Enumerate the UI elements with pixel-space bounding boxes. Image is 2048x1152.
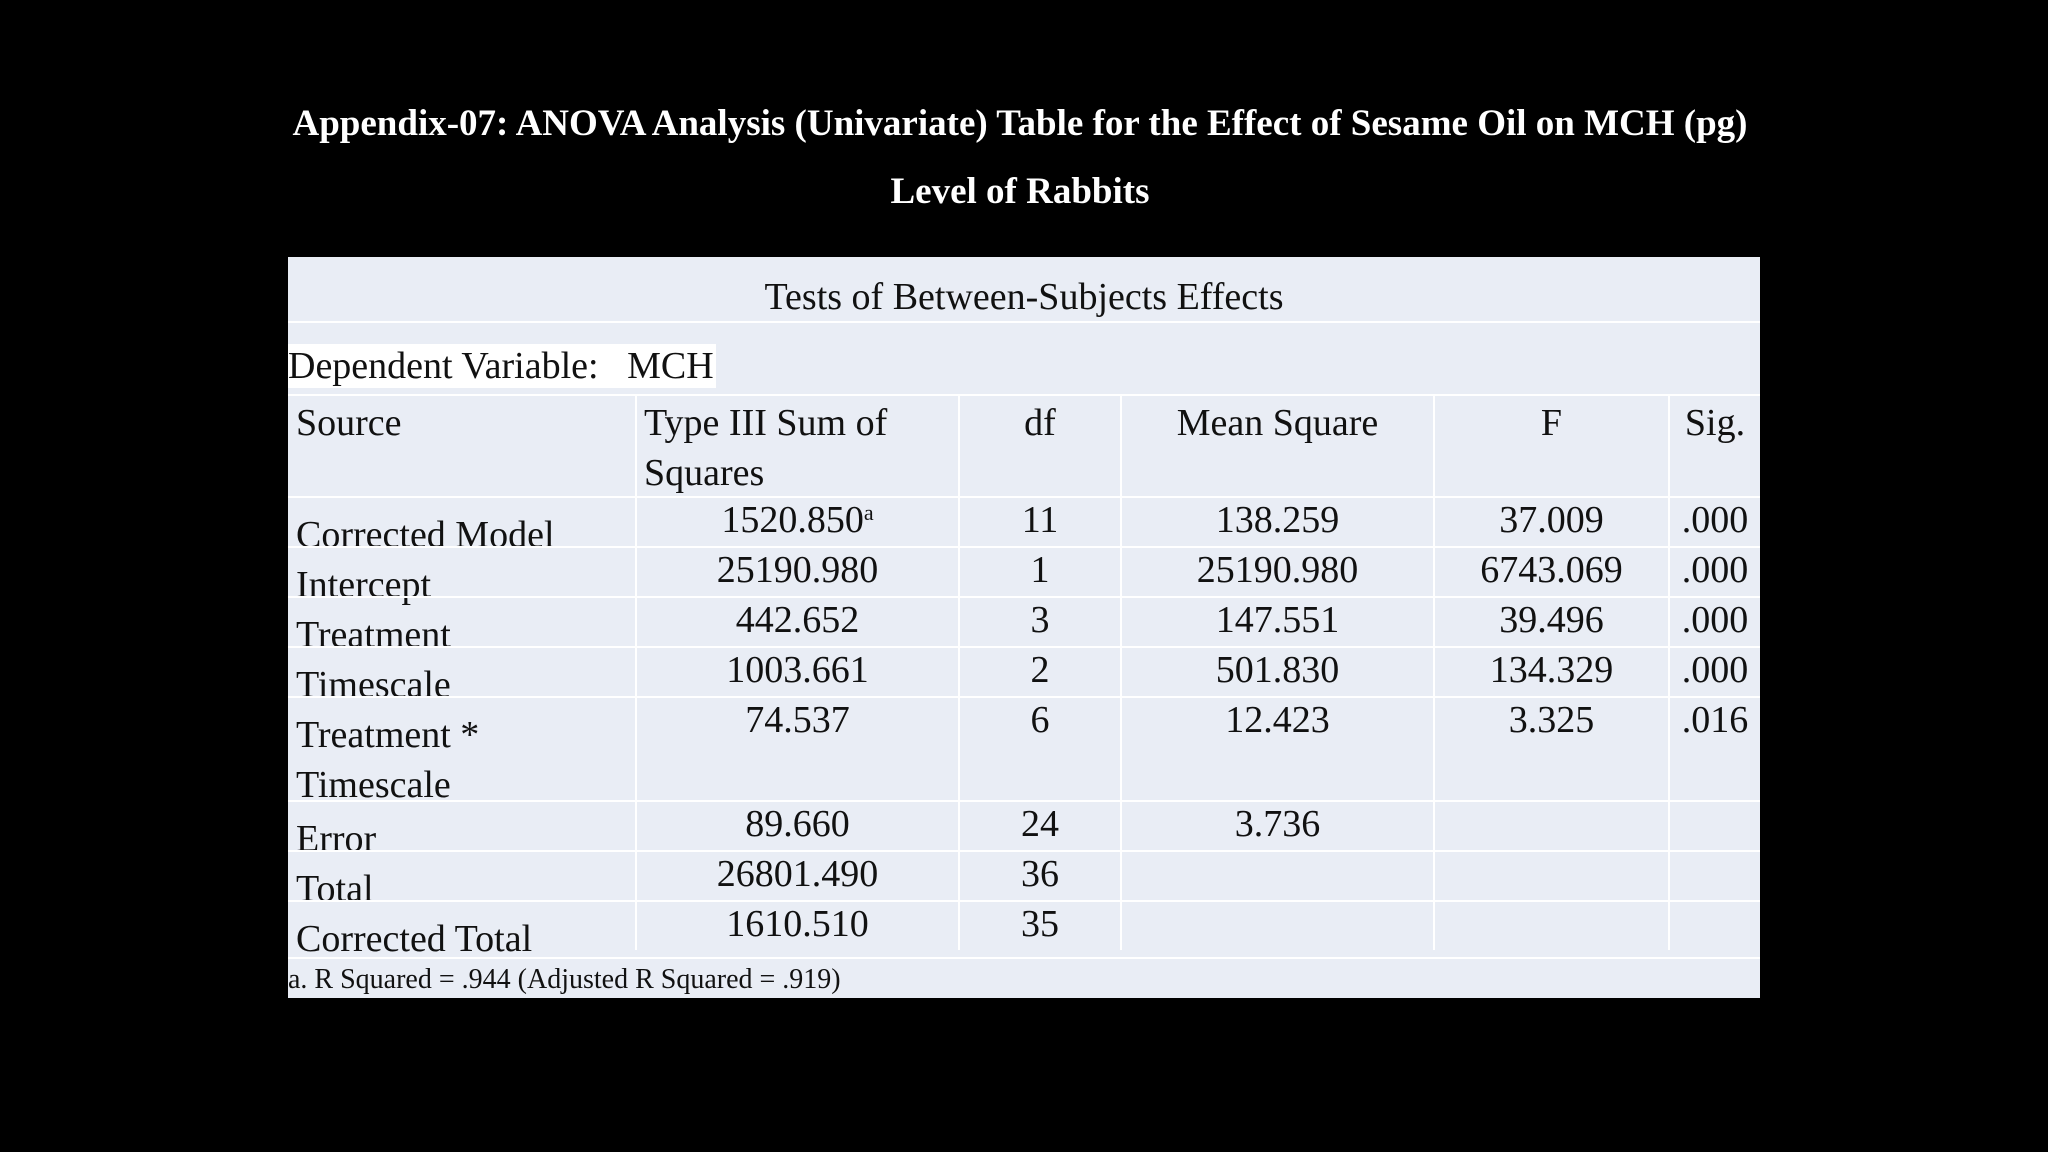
cell-value: 39.496 (1499, 599, 1604, 641)
cell-source (288, 548, 635, 606)
cell-sig (1668, 902, 1760, 950)
cell-value: 25190.980 (1196, 549, 1359, 591)
cell-f (1433, 548, 1668, 596)
cell-sig (1668, 852, 1760, 900)
cell-value: 442.652 (735, 599, 860, 641)
table-row (288, 900, 1760, 960)
cell-value: Error (296, 818, 377, 860)
dependent-variable (288, 344, 716, 388)
cell-value: Treatment * Timescale (296, 714, 480, 806)
cell-mean-square (1120, 698, 1433, 800)
cell-value: Treatment (296, 614, 451, 656)
cell-value: 6743.069 (1480, 549, 1623, 591)
cell-sig (1668, 648, 1760, 696)
cell-source (288, 498, 635, 556)
cell-source (288, 598, 635, 656)
cell-mean-square (1120, 548, 1433, 596)
cell-value: 2 (1030, 649, 1050, 691)
cell-mean-square (1120, 802, 1433, 850)
table-row (288, 800, 1760, 860)
cell-df (958, 498, 1120, 546)
cell-sig (1668, 598, 1760, 646)
cell-df (958, 852, 1120, 900)
cell-value: Corrected Total (296, 918, 533, 960)
cell-value: 24 (1021, 803, 1059, 845)
anova-table (288, 394, 1760, 960)
cell-sum-of-squares (635, 648, 958, 696)
cell-mean-square (1120, 598, 1433, 646)
cell-sig (1668, 802, 1760, 850)
cell-sum-of-squares (635, 698, 958, 800)
cell-sum-of-squares (635, 598, 958, 646)
cell-df (958, 648, 1120, 696)
column-header-sig: Sig. (1668, 396, 1760, 496)
table-footnote: a. R Squared = .944 (Adjusted R Squared = .919) (288, 957, 1760, 998)
cell-df (958, 548, 1120, 596)
cell-value: Intercept (296, 564, 432, 606)
cell-value: 1610.510 (726, 903, 869, 945)
cell-value: 147.551 (1215, 599, 1340, 641)
cell-value: 36 (1021, 853, 1059, 895)
cell-value: 3 (1030, 599, 1050, 641)
cell-f (1433, 698, 1668, 800)
page-title: Appendix-07: ANOVA Analysis (Univariate) Table for the Effect of Sesame Oil on MCH (pg) (292, 103, 1748, 144)
table-row (288, 496, 1760, 556)
cell-sig (1668, 698, 1760, 800)
cell-value: .016 (1681, 699, 1749, 741)
table-row (288, 696, 1760, 806)
cell-value: 12.423 (1225, 699, 1330, 741)
table-caption: Tests of Between-Subjects Effects (288, 257, 1760, 323)
cell-source (288, 698, 635, 806)
cell-f (1433, 498, 1668, 546)
cell-value: 1 (1030, 549, 1050, 591)
cell-value: .000 (1681, 599, 1749, 641)
cell-sig (1668, 548, 1760, 596)
cell-f (1433, 598, 1668, 646)
cell-source (288, 648, 635, 706)
cell-value: 26801.490 (716, 853, 879, 895)
dependent-variable-value: MCH (627, 345, 714, 387)
table-row (288, 850, 1760, 910)
cell-source (288, 902, 635, 960)
column-header-mean-square: Mean Square (1120, 396, 1433, 496)
cell-sum-of-squares (635, 902, 958, 950)
cell-sum-of-squares (635, 498, 958, 546)
column-header-sum-of-squares: Type III Sum of Squares (635, 396, 958, 496)
cell-value: 138.259 (1215, 499, 1340, 541)
cell-value: 25190.980 (716, 549, 879, 591)
cell-mean-square (1120, 648, 1433, 696)
cell-value: Corrected Model (296, 514, 555, 556)
cell-df (958, 902, 1120, 950)
cell-mean-square (1120, 852, 1433, 900)
cell-value: Total (296, 868, 374, 910)
cell-value: 6 (1030, 699, 1050, 741)
cell-value: .000 (1681, 549, 1749, 591)
cell-value: 35 (1021, 903, 1059, 945)
anova-table-panel (288, 257, 1760, 998)
cell-value: 11 (1021, 499, 1059, 541)
cell-value: Timescale (296, 664, 451, 706)
cell-value: 1003.661 (726, 649, 869, 691)
cell-source (288, 852, 635, 910)
cell-f (1433, 902, 1668, 950)
cell-f (1433, 852, 1668, 900)
footnote-marker: a (863, 500, 874, 525)
cell-value: .000 (1681, 499, 1749, 541)
cell-df (958, 802, 1120, 850)
cell-sum-of-squares (635, 852, 958, 900)
cell-sum-of-squares (635, 548, 958, 596)
cell-sig (1668, 498, 1760, 546)
table-row (288, 646, 1760, 706)
column-header-df: df (958, 396, 1120, 496)
column-header-source: Source (296, 402, 402, 444)
page-subtitle: Level of Rabbits (890, 171, 1150, 212)
cell-value: .000 (1681, 649, 1749, 691)
cell-f (1433, 648, 1668, 696)
cell-df (958, 598, 1120, 646)
cell-f (1433, 802, 1668, 850)
cell-value: 89.660 (745, 803, 850, 845)
table-header-row (288, 394, 1760, 496)
table-row (288, 546, 1760, 606)
cell-source (288, 802, 635, 860)
dependent-variable-label: Dependent Variable: (288, 345, 599, 387)
cell-mean-square (1120, 902, 1433, 950)
cell-value: 134.329 (1489, 649, 1614, 691)
cell-value: 37.009 (1499, 499, 1604, 541)
cell-mean-square (1120, 498, 1433, 546)
cell-value: 1520.850 (721, 499, 864, 541)
cell-value: 501.830 (1215, 649, 1340, 691)
cell-df (958, 698, 1120, 800)
cell-sum-of-squares (635, 802, 958, 850)
cell-value: 74.537 (745, 699, 850, 741)
table-row (288, 596, 1760, 656)
column-header-f: F (1433, 396, 1668, 496)
cell-value: 3.325 (1508, 699, 1595, 741)
cell-value: 3.736 (1234, 803, 1321, 845)
